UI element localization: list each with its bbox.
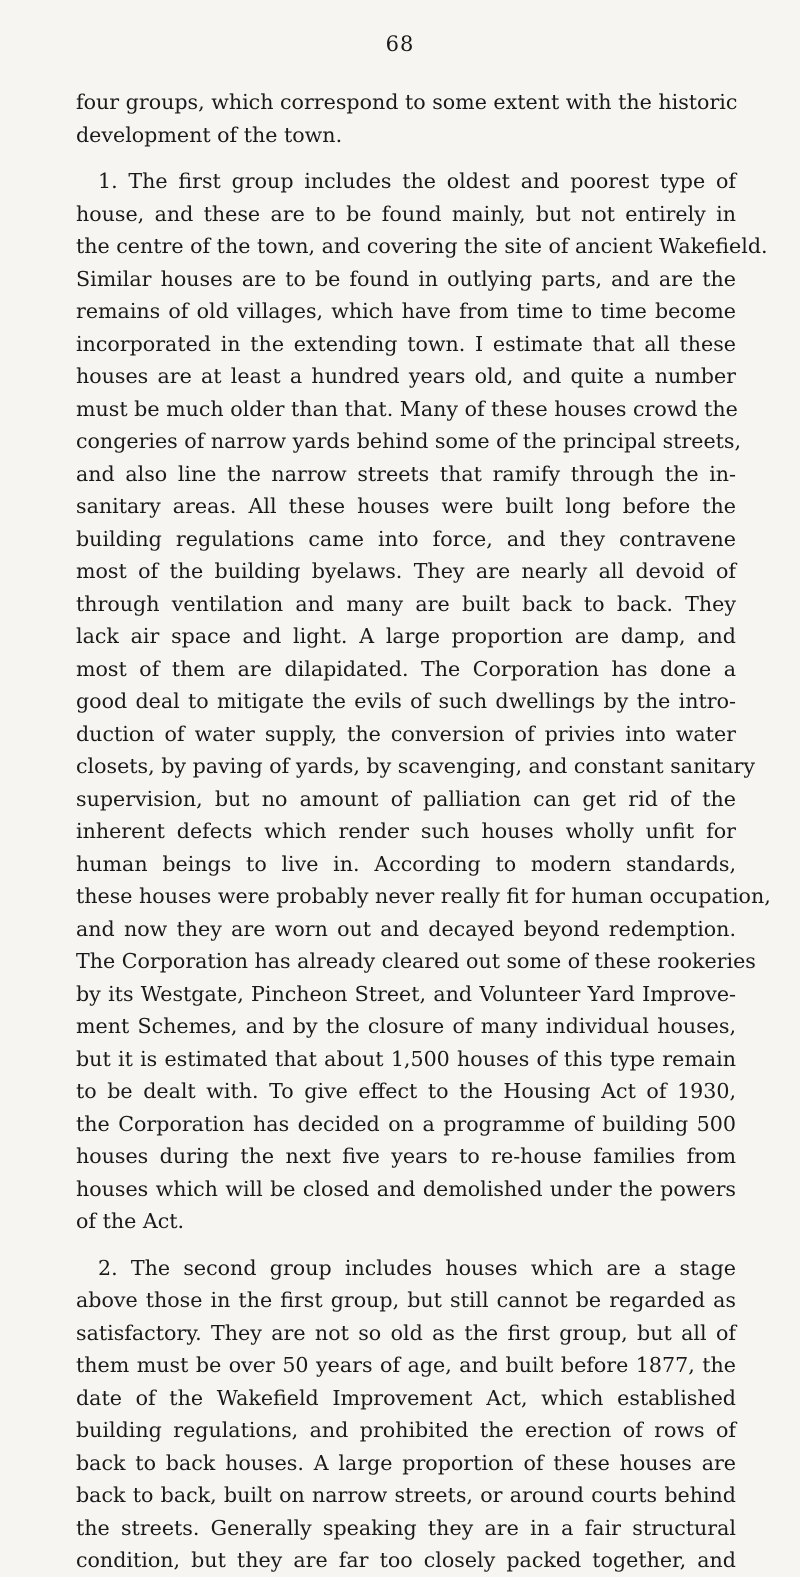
- text-line: the centre of the town, and covering the site of ancient Wakefield.: [76, 234, 768, 258]
- text-line: back to back, built on narrow streets, or around courts behind: [76, 1483, 736, 1507]
- text-line: duction of water supply, the conversion of privies into water: [76, 721, 736, 746]
- text-line: four groups, which correspond to some extent with the historic: [76, 90, 738, 114]
- text-line: the streets. Generally speaking they are in a fair structural: [76, 1515, 736, 1540]
- text-line: most of the building byelaws. They are nearly all devoid of: [76, 559, 736, 583]
- text-line: The Corporation has already cleared out some of these rookeries: [76, 949, 756, 973]
- text-line: date of the Wakefield Improvement Act, which established: [76, 1385, 736, 1410]
- text-line: but it is estimated that about 1,500 houses of this type remain: [76, 1046, 736, 1071]
- text-line: good deal to mitigate the evils of such dwellings by the intro-: [76, 689, 736, 713]
- text-line: most of them are dilapidated. The Corporation has done a: [76, 656, 736, 681]
- text-line: by its Westgate, Pincheon Street, and Volunteer Yard Improve-: [76, 981, 736, 1006]
- page-number: 68: [385, 32, 415, 56]
- text-line: houses during the next five years to re-house families from: [76, 1144, 736, 1168]
- text-line: sanitary areas. All these houses were built long before the: [76, 494, 736, 518]
- text-line: Similar houses are to be found in outlying parts, and are the: [76, 266, 736, 291]
- text-line: congeries of narrow yards behind some of the principal streets,: [76, 429, 742, 453]
- body-text: [76, 86, 771, 1577]
- text-line: houses are at least a hundred years old, and quite a number: [76, 364, 736, 388]
- text-line: remains of old villages, which have from time to time become: [76, 299, 736, 323]
- text-line: lack air space and light. A large proportion are damp, and: [76, 624, 736, 648]
- text-line: these houses were probably never really fit for human occupation,: [76, 884, 771, 908]
- text-line: human beings to live in. According to modern standards,: [76, 851, 736, 876]
- text-line: inherent defects which render such houses wholly unfit for: [76, 819, 736, 843]
- text-line: the Corporation has decided on a programme of building 500: [76, 1111, 736, 1136]
- text-line: closets, by paving of yards, by scavenging, and constant sanitary: [76, 754, 755, 778]
- text-line: condition, but they are far too closely packed together, and: [76, 1548, 736, 1572]
- text-line: and also line the narrow streets that ramify through the in-: [76, 461, 736, 486]
- text-line: them must be over 50 years of age, and built before 1877, the: [76, 1353, 736, 1377]
- text-line: 1. The first group includes the oldest and poorest type of: [98, 169, 736, 193]
- text-line: above those in the first group, but still cannot be regarded as: [76, 1288, 736, 1312]
- paragraph-gap: [76, 1238, 736, 1252]
- text-line: through ventilation and many are built back to back. They: [76, 591, 736, 616]
- text-line: must be much older than that. Many of these houses crowd the: [76, 396, 738, 421]
- text-line: houses which will be closed and demolished under the powers: [76, 1176, 736, 1201]
- text-line: back to back houses. A large proportion of these houses are: [76, 1450, 736, 1475]
- text-line: development of the town.: [76, 122, 343, 147]
- text-line: to be dealt with. To give effect to the Housing Act of 1930,: [76, 1079, 736, 1103]
- text-line: ment Schemes, and by the closure of many individual houses,: [76, 1014, 736, 1038]
- text-line: building regulations came into force, and they contravene: [76, 526, 736, 551]
- text-line: incorporated in the extending town. I estimate that all these: [76, 331, 736, 356]
- text-line: 2. The second group includes houses which are a stage: [98, 1255, 736, 1280]
- text-line: of the Act.: [76, 1209, 185, 1233]
- text-line: building regulations, and prohibited the erection of rows of: [76, 1418, 736, 1442]
- text-line: supervision, but no amount of palliation can get rid of the: [76, 786, 736, 811]
- text-line: satisfactory. They are not so old as the first group, but all of: [76, 1320, 736, 1345]
- paragraph-gap: [76, 151, 736, 165]
- text-line: and now they are worn out and decayed beyond redemption.: [76, 916, 736, 941]
- text-line: house, and these are to be found mainly, but not entirely in: [76, 201, 736, 226]
